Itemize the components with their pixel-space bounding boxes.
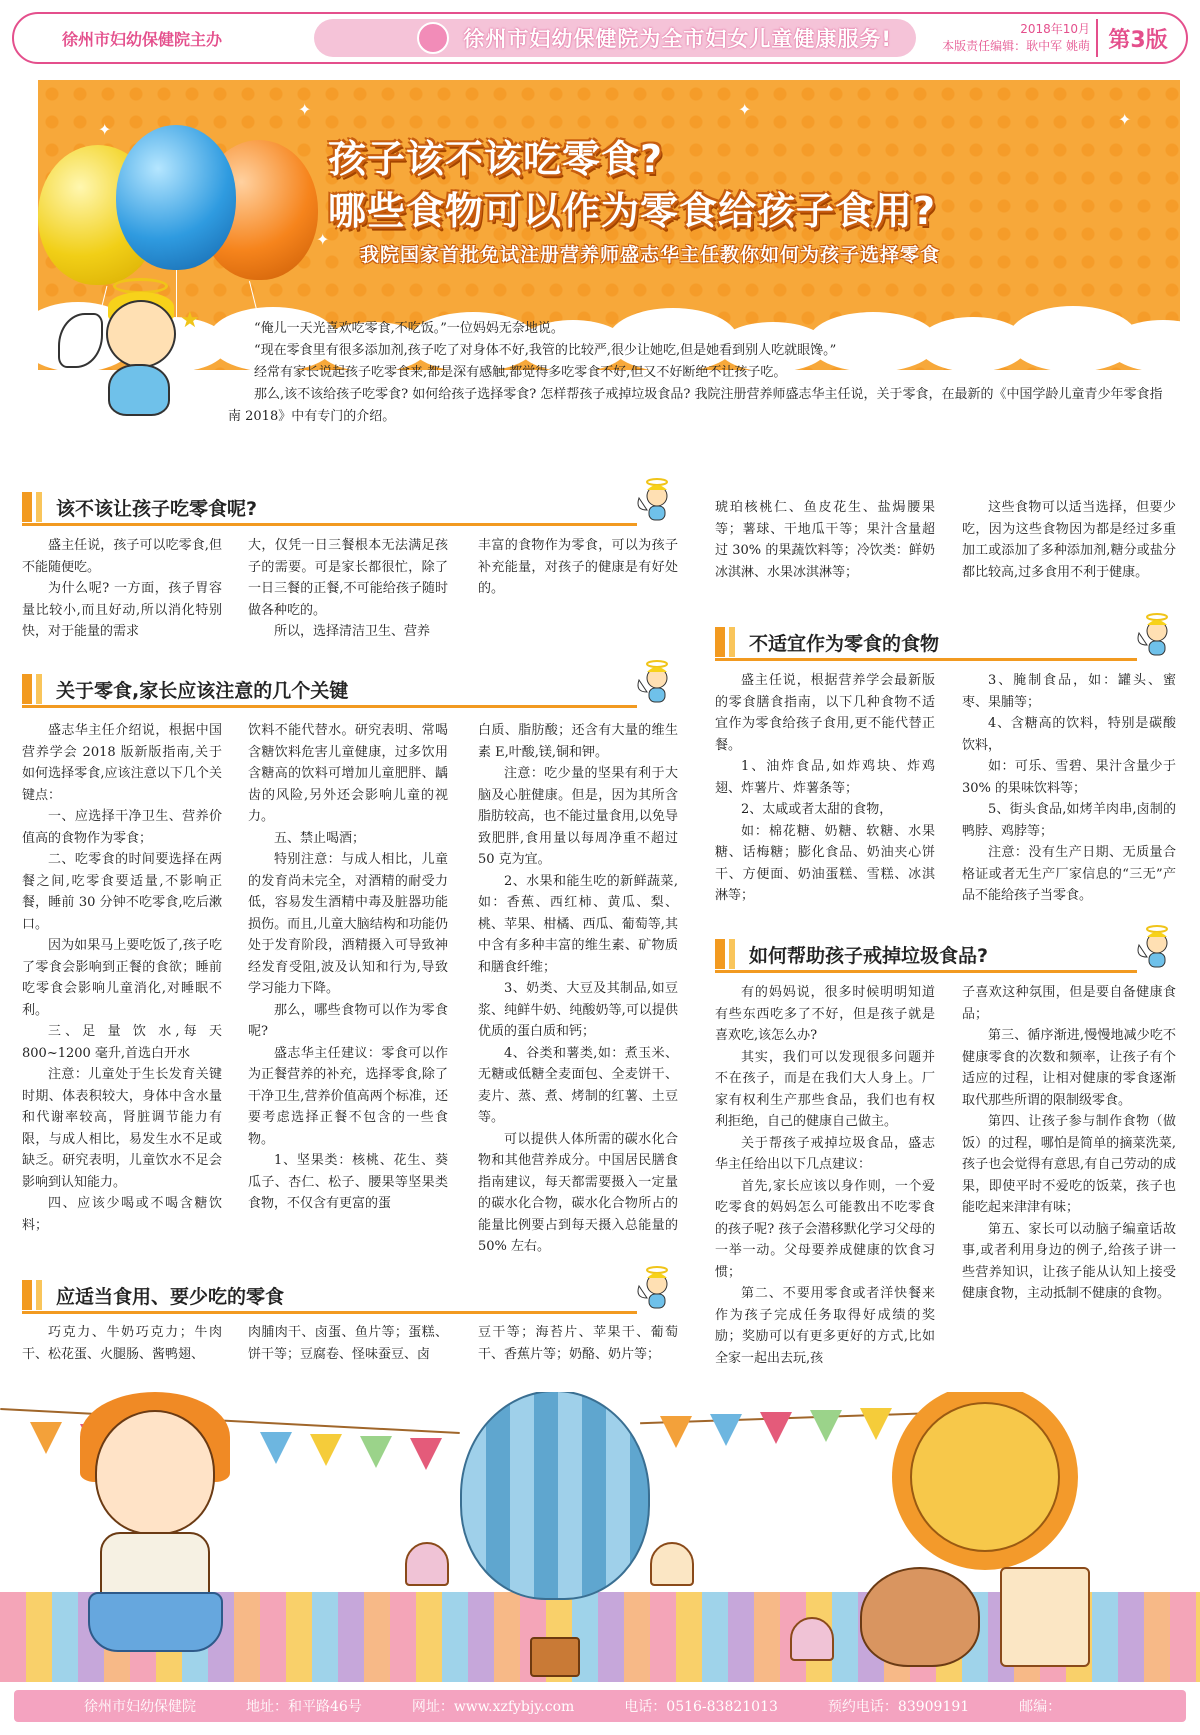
paragraph: 大，仅凭一日三餐根本无法满足孩子的需要。可是家长都很忙，除了一日三餐的正餐,不可能给孩子随时做各种吃的。 xyxy=(248,538,448,618)
slogan-banner xyxy=(314,19,916,57)
paragraph: 可以提供人体所需的碳水化合物和其他营养成分。中国居民膳食指南建议，每天都需要摄入一定量的碳水化合物，碳水化合物所占的能量比例要占到每天摄入总能量的 50% 左右。 xyxy=(478,1131,678,1254)
s4-column-2 xyxy=(962,670,1176,920)
footer-booking-phone: 预约电话：83909191 xyxy=(827,1699,970,1715)
paragraph: 有的妈妈说，很多时候明明知道有些东西吃多了不好，但是孩子就是喜欢吃,该怎么办? xyxy=(715,985,935,1043)
star-icon: ✦ xyxy=(738,100,752,119)
headline-line2: 哪些食物可以作为零食给孩子食用? xyxy=(328,189,937,233)
paragraph: 3、腌制食品，如：罐头、蜜枣、果脯等； xyxy=(962,673,1176,710)
section-header-quit-junk-food xyxy=(715,935,1177,973)
section-title: 如何帮助孩子戒掉垃圾食品? xyxy=(749,944,989,967)
angel-mascot-icon xyxy=(1133,923,1177,973)
slogan-text: 徐州市妇幼保健院为全市妇女儿童健康服务! xyxy=(463,27,892,51)
angel-mascot-icon xyxy=(633,1264,677,1314)
editors: 本版责任编辑：耿中军 姚萌 xyxy=(942,39,1090,53)
paragraph: 这些食物可以适当选择，但要少吃，因为这些食物因为都是经过多重加工或添加了多种添加剂,糖分或盐分都比较高,过多食用不利于健康。 xyxy=(962,500,1176,580)
s4-column-1 xyxy=(715,670,935,920)
birthday-cake-icon xyxy=(1000,1567,1090,1667)
pennant-flag-icon xyxy=(710,1414,742,1446)
s3-column-2 xyxy=(248,1322,448,1388)
issue-meta xyxy=(926,21,1096,55)
paragraph: 1、油炸食品,如炸鸡块、炸鸡翅、炸薯片、炸薯条等； xyxy=(715,759,935,796)
paragraph: 琥珀核桃仁、鱼皮花生、盐焗腰果等；薯球、干地瓜干等；果汁含量超过 30% 的果蔬饮料等；冷饮类：鲜奶冰淇淋、水果冰淇淋等； xyxy=(715,500,935,580)
star-icon: ✦ xyxy=(98,120,112,139)
paragraph: 如：可乐、雪碧、果汁含量少于 30% 的果味饮料等； xyxy=(962,759,1176,796)
cat-icon xyxy=(860,1567,980,1667)
paragraph: 第五、家长可以动脑子编童话故事,或者利用身边的例子,给孩子讲一些营养知识，让孩子能从认知上接受健康食物，主动抵制不健康的食物。 xyxy=(962,1221,1176,1301)
pennant-flag-icon xyxy=(810,1410,842,1442)
footer-postcode: 邮编： xyxy=(1019,1699,1062,1715)
pennant-flag-icon xyxy=(30,1422,62,1454)
intro-paragraph: “俺儿一天光喜欢吃零食,不吃饭。”一位妈妈无奈地说。 xyxy=(254,321,564,336)
star-icon: ✦ xyxy=(316,230,330,249)
s2-column-1 xyxy=(22,720,222,1270)
paragraph: 首先,家长应该以身作则，一个爱吃零食的妈妈怎么可能教出不吃零食的孩子呢? 孩子会潜移默化学习父母的一举一动。父母要养成健康的饮食习惯； xyxy=(715,1178,935,1280)
section-title: 关于零食,家长应该注意的几个关键 xyxy=(56,679,349,702)
s5-column-1 xyxy=(715,982,935,1402)
paragraph: 2、太咸或者太甜的食物， xyxy=(741,802,893,817)
paragraph: 丰富的食物作为零食，可以为孩子补充能量，对孩子的健康是有好处的。 xyxy=(478,538,678,596)
angel-mascot-icon xyxy=(1133,611,1177,661)
intro-text xyxy=(228,318,1168,428)
cake-slice-icon xyxy=(650,1542,694,1586)
paragraph: 如：棉花糖、奶糖、软糖、水果糖、话梅糖；膨化食品、奶油夹心饼干、方便面、奶油蛋糕、雪糕、冰淇淋等； xyxy=(715,823,935,903)
paragraph: 特别注意：与成人相比，儿童的发育尚未完全，对酒精的耐受力低，容易发生酒精中毒及脏器功能损伤。而且,儿童大脑结构和功能仍处于发育阶段，酒精摄入可导致神经发育受阻,波及认知和行为,导致学习能力下降。 xyxy=(248,852,448,996)
paragraph: 第四、让孩子参与制作食物（做饭）的过程，哪怕是简单的摘菜洗菜,孩子也会觉得有意思,有自己劳动的成果，即使平时不爱吃的饭菜，孩子也能吃起来津津有味； xyxy=(962,1114,1176,1215)
pennant-flag-icon xyxy=(660,1416,692,1448)
star-icon: ✦ xyxy=(298,100,312,119)
footer-website[interactable]: 网址：www.xzfybjy.com xyxy=(411,1699,575,1715)
blue-balloon-icon xyxy=(116,125,236,270)
headline-subtitle: 我院国家首批免试注册营养师盛志华主任教你如何为孩子选择零食 xyxy=(360,244,941,266)
paragraph: 第三、循序渐进,慢慢地减少吃不健康零食的次数和频率，让孩子有个适应的过程，让相对健康的零食逐渐取代那些所谓的限制级零食。 xyxy=(962,1028,1176,1108)
angel-mascot-icon xyxy=(633,658,677,708)
paragraph: 3、奶类、大豆及其制品,如豆浆、纯鲜牛奶、纯酸奶等,可以提供优质的蛋白质和钙； xyxy=(478,981,678,1039)
footer-hospital: 徐州市妇幼保健院 xyxy=(84,1699,196,1715)
paragraph: 五、禁止喝酒； xyxy=(274,830,366,846)
footer-address: 地址：和平路46号 xyxy=(246,1699,362,1715)
section-title: 应适当食用、要少吃的零食 xyxy=(56,1285,285,1308)
pennant-flag-icon xyxy=(410,1438,442,1470)
paragraph: 豆干等；海苔片、苹果干、葡萄干、香蕉片等；奶酪、奶片等； xyxy=(478,1325,678,1362)
section-header-eat-moderately xyxy=(22,1276,677,1314)
paragraph: 那么，哪些食物可以作为零食呢? xyxy=(248,1002,448,1039)
sun-icon xyxy=(910,1402,1060,1552)
paragraph: 1、坚果类：核桃、花生、葵瓜子、杏仁、松子、腰果等坚果类食物，不仅含有更富的蛋 xyxy=(248,1153,448,1211)
mother-child-icon xyxy=(417,22,449,54)
s1-column-1 xyxy=(22,535,222,670)
s2-column-2 xyxy=(248,720,448,1270)
section-header-should-eat xyxy=(22,488,677,526)
paragraph: 四、应该少喝或不喝含糖饮料； xyxy=(22,1196,222,1233)
section-header-key-points xyxy=(22,670,677,708)
paragraph: 巧克力、牛奶巧克力；牛肉干、松花蛋、火腿肠、酱鸭翅、 xyxy=(22,1325,222,1362)
section-title: 该不该让孩子吃零食呢? xyxy=(56,497,258,520)
section-header-unsuitable xyxy=(715,623,1177,661)
angel-mascot-icon: ★ xyxy=(58,278,208,428)
paragraph: 其实，我们可以发现很多问题并不在孩子，而是在我们大人身上。厂家有权利生产那些食品，我们也有权利拒绝，自己的健康自己做主。 xyxy=(715,1049,935,1129)
paragraph: 三、足 量 饮 水,每 天 800~1200 毫升,首选白开水 xyxy=(22,1024,222,1061)
right-top-column-2 xyxy=(962,497,1176,617)
footer-contact-bar xyxy=(14,1690,1186,1722)
intro-paragraph: “现在零食里有很多添加剂,孩子吃了对身体不好,我管的比较严,很少让她吃,但是她看到别人吃就眼馋。” xyxy=(254,343,837,358)
paragraph: 子喜欢这种氛围，但是要自备健康食品； xyxy=(962,985,1176,1022)
paragraph: 第二、不要用零食或者洋快餐来作为孩子完成任务取得好成绩的奖励；奖励可以有更多更好的方式,比如全家一起出去玩,孩 xyxy=(715,1286,935,1366)
s2-column-3 xyxy=(478,720,678,1270)
cupcake-icon xyxy=(405,1542,449,1586)
paragraph: 4、含糖高的饮料，特别是碳酸饮料， xyxy=(962,716,1176,753)
right-top-column-1 xyxy=(715,497,935,617)
paragraph: 2、水果和能生吃的新鲜蔬菜,如：香蕉、西红柿、黄瓜、梨、桃、苹果、柑橘、西瓜、葡萄等,其中含有多种丰富的维生素、矿物质和膳食纤维； xyxy=(478,873,678,975)
page-number: 第3版 xyxy=(1096,19,1178,57)
pennant-flag-icon xyxy=(760,1412,792,1444)
paragraph: 因为如果马上要吃饭了,孩子吃了零食会影响到正餐的食欲；睡前吃零食会影响儿童消化,对睡眠不利。 xyxy=(22,938,222,1018)
pennant-flag-icon xyxy=(360,1436,392,1468)
angel-mascot-icon xyxy=(633,476,677,526)
paragraph: 所以，选择清洁卫生、营养 xyxy=(274,624,431,639)
paragraph: 为什么呢? 一方面，孩子胃容量比较小,而且好动,所以消化特别快，对于能量的需求 xyxy=(22,581,222,639)
footer-phone: 电话：0516-83821013 xyxy=(624,1699,778,1715)
paragraph: 盛主任说，孩子可以吃零食,但不能随便吃。 xyxy=(22,538,222,575)
pennant-flag-icon xyxy=(310,1434,342,1466)
paragraph: 4、谷类和薯类,如：煮玉米、无糖或低糖全麦面包、全麦饼干、麦片、蒸、煮、烤制的红薯、土豆等。 xyxy=(478,1045,678,1125)
cupcake-icon xyxy=(790,1617,834,1661)
decorative-illustration xyxy=(0,1392,1200,1682)
paragraph: 白质、脂肪酸；还含有大量的维生素 E,叶酸,镁,铜和钾。 xyxy=(478,723,678,760)
paragraph: 饮料不能代替水。研究表明、常喝含糖饮料危害儿童健康，过多饮用含糖高的饮料可增加儿童肥胖、龋齿的风险,另外还会影响儿童的视力。 xyxy=(248,723,448,824)
star-icon: ✦ xyxy=(1118,110,1132,129)
paragraph: 注意：没有生产日期、无质量合格证或者无生产厂家信息的“三无”产品不能给孩子当零食。 xyxy=(962,845,1176,903)
balloon-basket-icon xyxy=(530,1637,580,1677)
headline-line1: 孩子该不该吃零食? xyxy=(328,137,664,181)
masthead xyxy=(12,12,1188,64)
hot-air-balloon-icon xyxy=(460,1392,650,1600)
s5-column-2 xyxy=(962,982,1176,1402)
s1-column-3 xyxy=(478,535,678,670)
s1-column-2 xyxy=(248,535,448,670)
intro-paragraph: 那么,该不该给孩子吃零食? 如何给孩子选择零食? 怎样帮孩子戒掉垃圾食品? 我院注册营养师盛志华主任说，关于零食，在最新的《中国学龄儿童青少年零食指南 2018》中有专门的介绍。 xyxy=(228,387,1163,424)
s3-column-3 xyxy=(478,1322,678,1388)
paragraph: 注意：吃少量的坚果有利于大脑及心脏健康。但是，因为其所含脂肪较高，也不能过量食用,以免导致肥胖,食用量以每周净重不超过 50 克为宜。 xyxy=(478,766,678,867)
paragraph: 注意：儿童处于生长发育关键时期、体表积较大，身体中含水量和代谢率较高，肾脏调节能力有限，与成人相比，易发生水不足或缺乏。研究表明，儿童饮水不足会影响到认知能力。 xyxy=(22,1067,222,1190)
publisher: 徐州市妇幼保健院主办 xyxy=(62,29,223,49)
s3-column-1 xyxy=(22,1322,222,1388)
paragraph: 盛志华主任建议：零食可以作为正餐营养的补充，选择零食,除了干净卫生,营养价值高两个标准，还要考虑选择正餐不包含的一些食物。 xyxy=(248,1045,448,1147)
paragraph: 5、街头食品,如烤羊肉串,卤制的鸭脖、鸡脖等； xyxy=(962,802,1176,839)
pennant-flag-icon xyxy=(260,1432,292,1464)
paragraph: 肉脯肉干、卤蛋、鱼片等；蛋糕、饼干等；豆腐卷、怪味蚕豆、卤 xyxy=(248,1325,448,1362)
intro-paragraph: 经常有家长说起孩子吃零食来,都是深有感触,都觉得多吃零食不好,但又不好断绝不让孩子吃。 xyxy=(254,365,787,380)
paragraph: 盛志华主任介绍说，根据中国营养学会 2018 版新版指南,关于如何选择零食,应该注意以下几个关键点： xyxy=(22,723,222,803)
paragraph: 关于帮孩子戒掉垃圾食品，盛志华主任给出以下几点建议： xyxy=(715,1135,935,1172)
issue-date: 2018年10月 xyxy=(1020,22,1090,36)
paragraph: 一、应选择干净卫生、营养价值高的食物作为零食； xyxy=(22,809,222,846)
pennant-flag-icon xyxy=(860,1408,892,1440)
section-title: 不适宜作为零食的食物 xyxy=(749,632,940,655)
paragraph: 盛主任说，根据营养学会最新版的零食膳食指南，以下几种食物不适宜作为零食给孩子食用,更不能代替正餐。 xyxy=(715,673,935,753)
paragraph: 二、吃零食的时间要选择在两餐之间,吃零食要适量,不影响正餐，睡前 30 分钟不吃零食,吃后漱口。 xyxy=(22,852,222,932)
